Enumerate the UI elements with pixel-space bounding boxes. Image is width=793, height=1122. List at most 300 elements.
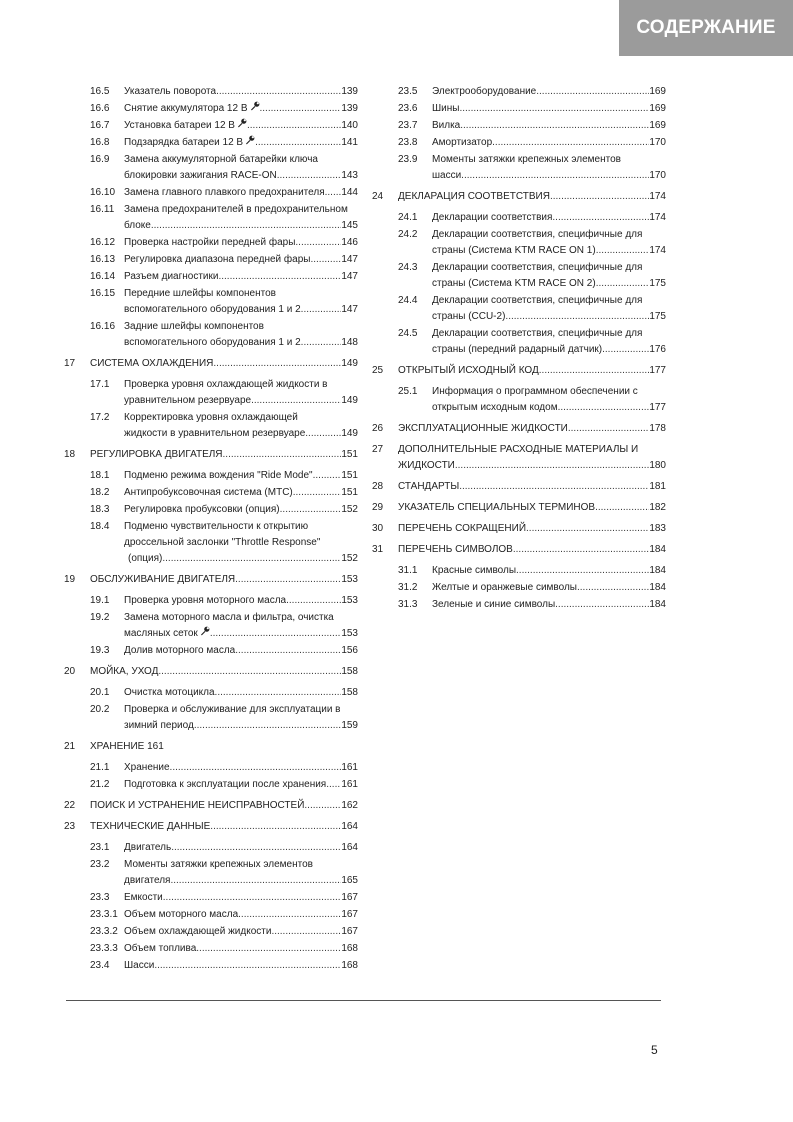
toc-entry-number: 24.1 xyxy=(398,212,418,223)
toc-entry-page: 175 xyxy=(649,311,666,322)
toc-entry-title: Долив моторного масла xyxy=(124,645,236,656)
toc-entry-page: 175 xyxy=(649,278,666,289)
toc-entry-page: 184 xyxy=(649,599,666,610)
dot-leader xyxy=(325,185,342,201)
toc-entry-page: 139 xyxy=(341,86,358,97)
dot-leader xyxy=(568,421,649,437)
toc-entry-title: Декларации соответствия, специфичные для xyxy=(432,229,643,240)
toc-entry-title: Красные символы xyxy=(432,565,517,576)
toc-entry[interactable] xyxy=(372,260,666,292)
toc-entry-page: 151 xyxy=(341,470,358,481)
dot-leader xyxy=(170,760,342,776)
toc-entry-page: 146 xyxy=(341,237,358,248)
dot-leader xyxy=(260,101,342,117)
toc-entry-page: 161 xyxy=(341,779,358,790)
toc-entry[interactable] xyxy=(64,135,358,151)
dot-leader xyxy=(310,252,341,268)
toc-entry-title: (опция) xyxy=(128,553,163,564)
toc-entry-number: 23.6 xyxy=(398,103,418,114)
toc-entry-number: 18.2 xyxy=(90,487,110,498)
toc-entry-title: Разъем диагностики xyxy=(124,271,219,282)
toc-entry-page: 156 xyxy=(341,645,358,656)
dot-leader xyxy=(277,168,342,184)
dot-leader xyxy=(301,302,342,318)
toc-entry-number: 16.8 xyxy=(90,137,110,148)
toc-entry-number: 18.1 xyxy=(90,470,110,481)
toc-entry-title: Подзарядка батареи 12 В xyxy=(124,137,244,148)
toc-entry-number: 22 xyxy=(64,800,76,811)
toc-entry-number: 17 xyxy=(64,358,76,369)
toc-entry[interactable] xyxy=(64,202,358,234)
toc-entry-number: 19 xyxy=(64,574,76,585)
toc-entry-title: Замена моторного масла и фильтра, очистка xyxy=(124,612,334,623)
toc-entry-page: 183 xyxy=(649,523,666,534)
toc-entry-title: масляных сеток xyxy=(124,628,198,639)
toc-entry-page: 174 xyxy=(649,191,666,202)
toc-entry-number: 31.2 xyxy=(398,582,418,593)
toc-entry[interactable] xyxy=(64,377,358,409)
toc-entry-title: Моменты затяжки крепежных элементов xyxy=(124,859,313,870)
dot-leader xyxy=(536,84,649,100)
toc-entry-page: 141 xyxy=(341,137,358,148)
toc-entry[interactable] xyxy=(372,597,666,613)
toc-entry-title: Вилка xyxy=(432,120,461,131)
toc-entry[interactable] xyxy=(64,252,358,268)
toc-entry-title: Проверка уровня моторного масла xyxy=(124,595,287,606)
toc-entry[interactable] xyxy=(64,760,358,776)
toc-entry[interactable] xyxy=(64,819,358,835)
toc-entry[interactable] xyxy=(372,152,666,184)
toc-entry-title: Подменю чувствительности к открытию xyxy=(124,521,309,532)
toc-entry-number: 23.5 xyxy=(398,86,418,97)
toc-entry-page: 174 xyxy=(649,212,666,223)
toc-entry-title: Проверка настройки передней фары xyxy=(124,237,296,248)
toc-entry-title: Проверка и обслуживание для эксплуатации в xyxy=(124,704,341,715)
toc-entry-number: 20 xyxy=(64,666,76,677)
section-title: СОДЕРЖАНИЕ xyxy=(636,17,776,38)
toc-entry-page: 158 xyxy=(341,687,358,698)
toc-entry-title: Шасси xyxy=(124,960,155,971)
toc-entry[interactable] xyxy=(372,479,666,495)
toc-entry-page: 167 xyxy=(341,926,358,937)
dot-leader xyxy=(602,342,649,358)
dot-leader xyxy=(280,502,342,518)
toc-entry-number: 19.1 xyxy=(90,595,110,606)
toc-column-left xyxy=(64,84,358,974)
toc-entry-page: 181 xyxy=(649,481,666,492)
dot-leader xyxy=(154,958,341,974)
dot-leader xyxy=(459,479,649,495)
toc-entry-number: 16.14 xyxy=(90,271,116,282)
toc-entry[interactable] xyxy=(64,152,358,184)
toc-entry-title: ДЕКЛАРАЦИЯ СООТВЕТСТВИЯ xyxy=(398,191,550,202)
toc-entry[interactable] xyxy=(64,890,358,906)
dot-leader xyxy=(251,393,341,409)
toc-entry-title: страны (Система KTM RACE ON 1) xyxy=(432,245,596,256)
dot-leader xyxy=(271,924,341,940)
dot-leader xyxy=(235,643,341,659)
toc-entry-page: 164 xyxy=(341,842,358,853)
toc-entry[interactable] xyxy=(64,502,358,518)
footer-divider xyxy=(66,1000,661,1001)
toc-entry[interactable] xyxy=(64,485,358,501)
toc-entry-number: 23.1 xyxy=(90,842,110,853)
toc-entry-title: Указатель поворота xyxy=(124,86,217,97)
toc-entry-number: 23.7 xyxy=(398,120,418,131)
toc-entry-page: 153 xyxy=(341,628,358,639)
toc-entry[interactable] xyxy=(64,610,358,642)
toc-entry-number: 23 xyxy=(64,821,76,832)
toc-entry-number: 30 xyxy=(372,523,384,534)
dot-leader xyxy=(194,718,341,734)
toc-entry[interactable] xyxy=(64,468,358,484)
toc-entry-number: 28 xyxy=(372,481,384,492)
toc-entry[interactable] xyxy=(372,580,666,596)
toc-entry-title: Декларации соответствия, специфичные для xyxy=(432,262,643,273)
toc-entry-title: МОЙКА, УХОД xyxy=(90,666,159,677)
toc-entry-number: 24.5 xyxy=(398,328,418,339)
toc-entry-number: 24.2 xyxy=(398,229,418,240)
toc-entry-page: 151 xyxy=(341,449,358,460)
toc-entry-page: 169 xyxy=(649,120,666,131)
toc-entry[interactable] xyxy=(64,840,358,856)
toc-entry-title: Подменю режима вождения "Ride Mode" xyxy=(124,470,313,481)
toc-entry-title: страны (Система KTM RACE ON 2) xyxy=(432,278,596,289)
toc-entry-number: 23.3.3 xyxy=(90,943,118,954)
toc-entry-title: Моменты затяжки крепежных элементов xyxy=(432,154,621,165)
toc-entry-number: 26 xyxy=(372,423,384,434)
dot-leader xyxy=(596,276,650,292)
toc-entry-page: 176 xyxy=(649,344,666,355)
toc-entry-title: СИСТЕМА ОХЛАЖДЕНИЯ xyxy=(90,358,214,369)
toc-entry[interactable] xyxy=(64,798,358,814)
dot-leader xyxy=(577,580,649,596)
toc-entry-number: 23.8 xyxy=(398,137,418,148)
toc-entry-page: 145 xyxy=(341,220,358,231)
toc-entry-number: 21.1 xyxy=(90,762,110,773)
dot-leader xyxy=(218,269,341,285)
toc-entry-title: Регулировка диапазона передней фары xyxy=(124,254,311,265)
dot-leader xyxy=(492,135,649,151)
toc-entry-title: Подготовка к эксплуатации после хранения xyxy=(124,779,327,790)
dot-leader xyxy=(313,468,342,484)
toc-entry-page: 159 xyxy=(341,720,358,731)
toc-entry-title: Замена аккумуляторной батарейки ключа xyxy=(124,154,318,165)
toc-entry-title: уравнительном резервуаре xyxy=(124,395,252,406)
toc-entry-number: 16.11 xyxy=(90,204,115,215)
toc-entry-title: блокировки зажигания RACE-ON xyxy=(124,170,277,181)
toc-entry-title: РЕГУЛИРОВКА ДВИГАТЕЛЯ xyxy=(90,449,223,460)
toc-entry-number: 31.1 xyxy=(398,565,418,576)
toc-entry-page: 151 xyxy=(341,487,358,498)
toc-entry-page: 174 xyxy=(649,245,666,256)
toc-entry-page: 165 xyxy=(341,875,358,886)
dot-leader xyxy=(213,356,341,372)
toc-entry[interactable] xyxy=(64,519,358,567)
wrench-icon xyxy=(245,135,255,145)
toc-entry-page: 177 xyxy=(649,365,666,376)
dot-leader xyxy=(539,363,650,379)
toc-entry-number: 16.10 xyxy=(90,187,116,198)
dot-leader xyxy=(210,819,341,835)
toc-entry[interactable] xyxy=(64,286,358,318)
dot-leader xyxy=(526,521,649,537)
toc-entry[interactable] xyxy=(372,293,666,325)
toc-entry-page: 169 xyxy=(649,86,666,97)
toc-entry-page: 182 xyxy=(649,502,666,513)
toc-entry-number: 23.3 xyxy=(90,892,110,903)
toc-entry-page: 162 xyxy=(341,800,358,811)
dot-leader xyxy=(171,840,341,856)
toc-entry[interactable] xyxy=(64,235,358,251)
toc-entry-page: 147 xyxy=(341,304,358,315)
toc-entry-number: 16.15 xyxy=(90,288,116,299)
toc-entry[interactable] xyxy=(372,384,666,416)
toc-entry-number: 21.2 xyxy=(90,779,110,790)
dot-leader xyxy=(595,500,649,516)
dot-leader xyxy=(516,563,649,579)
toc-entry-number: 27 xyxy=(372,444,384,455)
toc-entry-number: 19.3 xyxy=(90,645,110,656)
dot-leader xyxy=(216,84,341,100)
toc-entry[interactable] xyxy=(372,189,666,205)
toc-entry-number: 16.9 xyxy=(90,154,110,165)
toc-entry[interactable] xyxy=(372,500,666,516)
toc-entry-number: 16.5 xyxy=(90,86,110,97)
toc-entry[interactable] xyxy=(64,924,358,940)
toc-entry-page: 168 xyxy=(341,943,358,954)
toc-entry-title: страны (передний радарный датчик) xyxy=(432,344,603,355)
toc-entry[interactable] xyxy=(372,118,666,134)
toc-entry-page: 149 xyxy=(341,358,358,369)
toc-entry-number: 31.3 xyxy=(398,599,418,610)
dot-leader xyxy=(196,941,341,957)
toc-entry-title: Объем моторного масла xyxy=(124,909,239,920)
toc-entry-page: 161 xyxy=(341,762,358,773)
toc-entry[interactable] xyxy=(64,118,358,134)
toc-entry-title: двигателя xyxy=(124,875,171,886)
dot-leader xyxy=(255,135,341,151)
toc-entry-page: 139 xyxy=(341,103,358,114)
dot-leader xyxy=(505,309,649,325)
dot-leader xyxy=(238,907,341,923)
toc-entry[interactable] xyxy=(64,907,358,923)
toc-entry-title: ПЕРЕЧЕНЬ СИМВОЛОВ xyxy=(398,544,513,555)
toc-entry-title: Декларации соответствия, специфичные для xyxy=(432,295,643,306)
toc-entry[interactable] xyxy=(64,410,358,442)
dot-leader xyxy=(304,798,341,814)
toc-entry[interactable] xyxy=(64,447,358,463)
dot-leader xyxy=(513,542,649,558)
toc-entry[interactable] xyxy=(372,101,666,117)
dot-leader xyxy=(305,426,341,442)
toc-entry-page: 143 xyxy=(341,170,358,181)
toc-entry-page: 168 xyxy=(341,960,358,971)
page-number: 5 xyxy=(651,1043,658,1057)
toc-entry-page: 152 xyxy=(341,553,358,564)
toc-entry-page: 178 xyxy=(649,423,666,434)
dot-leader xyxy=(170,873,341,889)
toc-entry-page: 184 xyxy=(649,582,666,593)
section-tab xyxy=(619,0,793,56)
toc-entry-number: 25.1 xyxy=(398,386,418,397)
toc-entry-title: Емкости xyxy=(124,892,163,903)
toc-entry[interactable] xyxy=(64,777,358,793)
toc-entry-title: ОБСЛУЖИВАНИЕ ДВИГАТЕЛЯ xyxy=(90,574,236,585)
toc-entry-page: 170 xyxy=(649,170,666,181)
toc-entry-page: 147 xyxy=(341,271,358,282)
toc-entry-number: 18.3 xyxy=(90,504,110,515)
dot-leader xyxy=(550,189,649,205)
dot-leader xyxy=(293,485,342,501)
toc-entry-number: 23.2 xyxy=(90,859,110,870)
toc-entry-title: дроссельной заслонки "Throttle Response" xyxy=(124,537,321,548)
toc-entry-page: 169 xyxy=(649,103,666,114)
toc-entry-number: 16.13 xyxy=(90,254,116,265)
toc-entry[interactable] xyxy=(372,542,666,558)
toc-entry-title: вспомогательного оборудования 1 и 2 xyxy=(124,304,301,315)
toc-entry-page: 153 xyxy=(341,595,358,606)
toc-entry-title: блоке xyxy=(124,220,151,231)
toc-entry-number: 17.2 xyxy=(90,412,110,423)
toc-entry-number: 24.4 xyxy=(398,295,418,306)
toc-entry-title: Замена главного плавкого предохранителя xyxy=(124,187,325,198)
dot-leader xyxy=(163,890,342,906)
toc-entry[interactable] xyxy=(64,84,358,100)
dot-leader xyxy=(555,597,649,613)
toc-entry[interactable] xyxy=(372,421,666,437)
toc-entry-page: 147 xyxy=(341,254,358,265)
toc-entry-title: ПЕРЕЧЕНЬ СОКРАЩЕНИЙ xyxy=(398,523,527,534)
toc-entry[interactable] xyxy=(372,84,666,100)
toc-entry-title: Передние шлейфы компонентов xyxy=(124,288,276,299)
toc-entry-page: 144 xyxy=(341,187,358,198)
toc-entry-title: Зеленые и синие символы xyxy=(432,599,556,610)
toc-entry[interactable] xyxy=(64,319,358,351)
toc-entry-page: 170 xyxy=(649,137,666,148)
toc-entry-page: 184 xyxy=(649,544,666,555)
toc-entry-page: 140 xyxy=(341,120,358,131)
toc-entry-title: Корректировка уровня охлаждающей xyxy=(124,412,298,423)
toc-entry-number: 18.4 xyxy=(90,521,110,532)
toc-entry-title: Установка батареи 12 В xyxy=(124,120,235,131)
toc-entry[interactable] xyxy=(372,563,666,579)
toc-entry-title: страны (CCU-2) xyxy=(432,311,506,322)
toc-entry[interactable] xyxy=(372,363,666,379)
toc-entry-title: Антипробуксовочная система (MTC) xyxy=(124,487,293,498)
toc-entry[interactable] xyxy=(64,857,358,889)
toc-entry-number: 29 xyxy=(372,502,384,513)
dot-leader xyxy=(455,458,649,474)
toc-entry[interactable] xyxy=(372,135,666,151)
toc-entry-number: 16.16 xyxy=(90,321,116,332)
toc-entry-title: открытым исходным кодом xyxy=(432,402,558,413)
toc-entry-page: 153 xyxy=(341,574,358,585)
dot-leader xyxy=(596,243,650,259)
dot-leader xyxy=(235,572,341,588)
toc-entry-number: 23.3.2 xyxy=(90,926,118,937)
toc-entry-title: УКАЗАТЕЛЬ СПЕЦИАЛЬНЫХ ТЕРМИНОВ xyxy=(398,502,596,513)
dot-leader xyxy=(158,664,341,680)
toc-entry-number: 23.3.1 xyxy=(90,909,118,920)
toc-entry-title: СТАНДАРТЫ xyxy=(398,481,460,492)
toc-entry-title: Амортизатор xyxy=(432,137,493,148)
toc-entry-title: ДОПОЛНИТЕЛЬНЫЕ РАСХОДНЫЕ МАТЕРИАЛЫ И xyxy=(398,444,639,455)
toc-entry-page: 152 xyxy=(341,504,358,515)
toc-entry[interactable] xyxy=(64,101,358,117)
toc-entry-page: 167 xyxy=(341,909,358,920)
toc-entry[interactable] xyxy=(64,739,358,755)
wrench-icon xyxy=(200,626,210,636)
toc-entry-number: 31 xyxy=(372,544,384,555)
toc-entry-title: Задние шлейфы компонентов xyxy=(124,321,264,332)
toc-entry[interactable] xyxy=(64,685,358,701)
toc-entry-title: ТЕХНИЧЕСКИЕ ДАННЫЕ xyxy=(90,821,211,832)
toc-entry-page: 177 xyxy=(649,402,666,413)
toc-entry[interactable] xyxy=(64,643,358,659)
dot-leader xyxy=(215,685,342,701)
toc-entry-title: Регулировка пробуксовки (опция) xyxy=(124,504,280,515)
toc-entry[interactable] xyxy=(64,664,358,680)
toc-entry-number: 23.4 xyxy=(90,960,110,971)
toc-entry[interactable] xyxy=(64,269,358,285)
toc-entry-page: 148 xyxy=(341,337,358,348)
toc-entry-title: Информация о программном обеспечении с xyxy=(432,386,638,397)
toc-entry-title: Объем топлива xyxy=(124,943,197,954)
toc-entry-title: зимний период xyxy=(124,720,194,731)
toc-entry[interactable] xyxy=(64,593,358,609)
toc-entry-page: 167 xyxy=(341,892,358,903)
toc-entry-title: шасси xyxy=(432,170,462,181)
wrench-icon xyxy=(237,118,247,128)
toc-entry[interactable] xyxy=(64,941,358,957)
toc-entry[interactable] xyxy=(372,521,666,537)
toc-entry-number: 24 xyxy=(372,191,384,202)
toc-entry[interactable] xyxy=(64,572,358,588)
toc-entry[interactable] xyxy=(372,210,666,226)
toc-entry[interactable] xyxy=(372,326,666,358)
toc-entry-title: ОТКРЫТЫЙ ИСХОДНЫЙ КОД xyxy=(398,365,539,376)
toc-entry-number: 21 xyxy=(64,741,76,752)
toc-entry[interactable] xyxy=(64,958,358,974)
toc-column-right xyxy=(372,84,666,613)
toc-entry-title: ЭКСПЛУАТАЦИОННЫЕ ЖИДКОСТИ xyxy=(398,423,568,434)
toc-entry-title: вспомогательного оборудования 1 и 2 xyxy=(124,337,301,348)
toc-entry-number: 16.7 xyxy=(90,120,110,131)
dot-leader xyxy=(286,593,341,609)
toc-entry[interactable] xyxy=(372,442,666,474)
dot-leader xyxy=(461,168,649,184)
dot-leader xyxy=(552,210,649,226)
toc-entry-title: Электрооборудование xyxy=(432,86,537,97)
toc-entry-number: 19.2 xyxy=(90,612,110,623)
toc-entry-number: 20.2 xyxy=(90,704,110,715)
toc-entry-title: Проверка уровня охлаждающей жидкости в xyxy=(124,379,328,390)
wrench-icon xyxy=(250,101,260,111)
toc-entry[interactable] xyxy=(64,702,358,734)
dot-leader xyxy=(295,235,341,251)
toc-entry-page: 149 xyxy=(341,395,358,406)
toc-entry-title: Желтые и оранжевые символы xyxy=(432,582,577,593)
dot-leader xyxy=(558,400,650,416)
toc-entry[interactable] xyxy=(64,185,358,201)
toc-entry[interactable] xyxy=(64,356,358,372)
toc-entry-title: ПОИСК И УСТРАНЕНИЕ НЕИСПРАВНОСТЕЙ xyxy=(90,800,305,811)
toc-entry[interactable] xyxy=(372,227,666,259)
toc-entry-title: Хранение xyxy=(124,762,170,773)
toc-entry-title: ЖИДКОСТИ xyxy=(398,460,455,471)
toc-entry-number: 17.1 xyxy=(90,379,110,390)
